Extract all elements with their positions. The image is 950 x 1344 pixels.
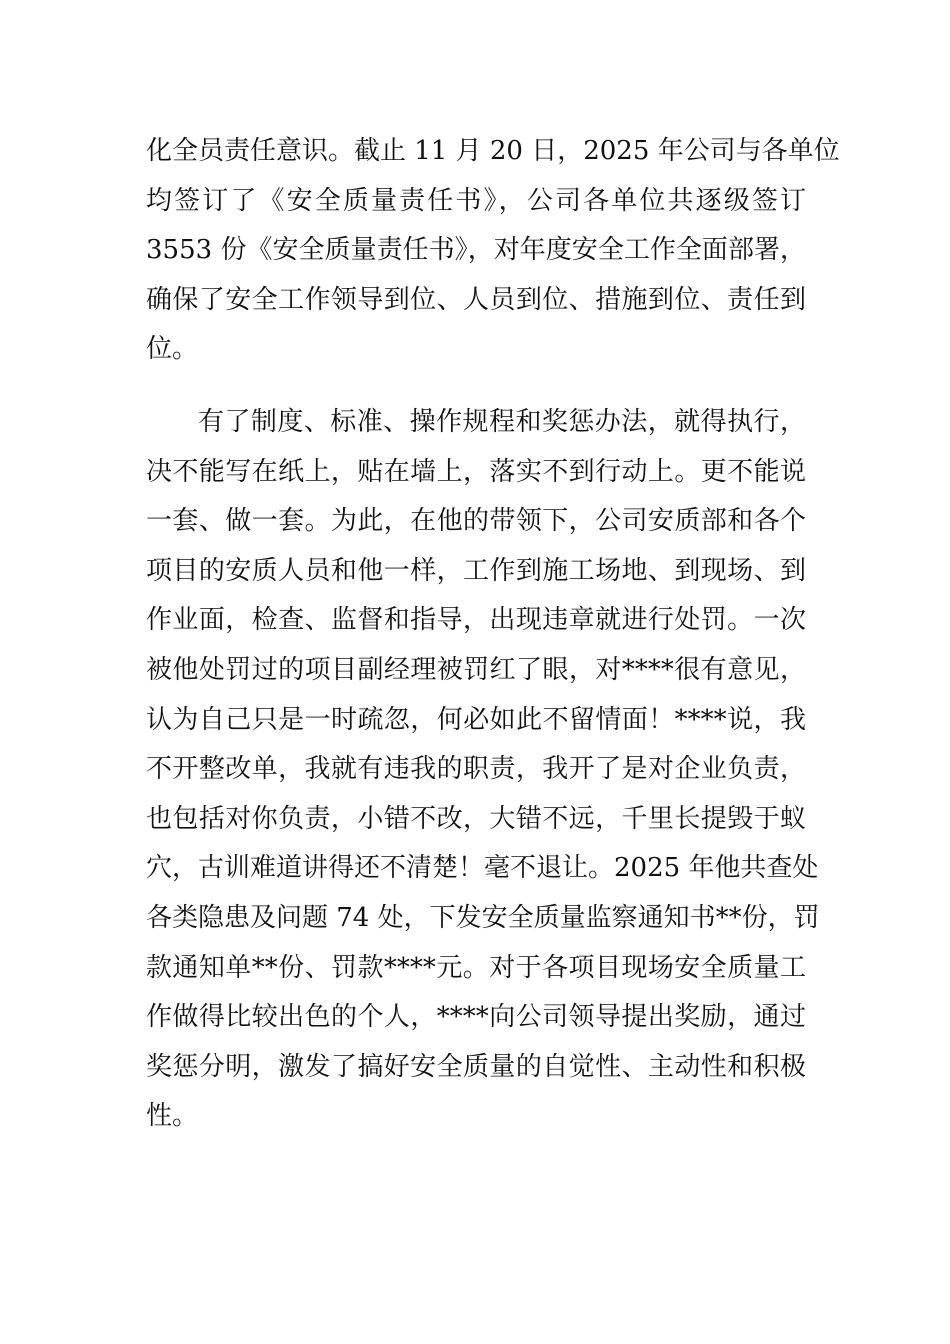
- text-line: 项目的安质人员和他一样，工作到施工场地、到现场、到: [146, 555, 806, 586]
- paragraph-1: [146, 127, 840, 375]
- text-line: 确保了安全工作领导到位、人员到位、措施到位、责任到: [146, 284, 806, 315]
- text-line: 款通知单**份、罚款****元。对于各项目现场安全质量工: [146, 952, 806, 983]
- text-line: 奖惩分明，激发了搞好安全质量的自觉性、主动性和积极: [146, 1051, 806, 1082]
- text-line: 不开整改单，我就有违我的职责，我开了是对企业负责，: [146, 754, 806, 785]
- text-line: 穴，古训难道讲得还不清楚！毫不退让。2025 年他共查处: [146, 853, 819, 884]
- text-line: 3553 份《安全质量责任书》，对年度安全工作全面部署，: [146, 235, 806, 266]
- text-line: 位。: [146, 334, 199, 365]
- text-line: 有了制度、标准、操作规程和奖惩办法，就得执行，: [198, 407, 806, 437]
- text-line: 认为自己只是一时疏忽，何必如此不留情面！****说，我: [146, 704, 806, 735]
- text-line: 被他处罚过的项目副经理被罚红了眼，对****很有意见，: [146, 654, 806, 685]
- text-line: 均签订了《安全质量责任书》，公司各单位共逐级签订: [146, 185, 806, 216]
- paragraph-2: [146, 398, 820, 1142]
- text-line: 各类隐患及问题 74 处，下发安全质量监察通知书**份，罚: [146, 902, 820, 933]
- text-line: 一套、做一套。为此，在他的带领下，公司安质部和各个: [146, 506, 806, 537]
- text-line: 也包括对你负责，小错不改，大错不远，千里长提毁于蚁: [146, 803, 806, 834]
- text-line: 作做得比较出色的个人，****向公司领导提出奖励，通过: [146, 1002, 806, 1033]
- text-line: 性。: [146, 1101, 199, 1132]
- text-line: 决不能写在纸上，贴在墙上，落实不到行动上。更不能说: [146, 456, 806, 487]
- text-line: 作业面，检查、监督和指导，出现违章就进行处罚。一次: [146, 605, 806, 636]
- text-line: 化全员责任意识。截止 11 月 20 日，2025 年公司与各单位: [146, 136, 840, 166]
